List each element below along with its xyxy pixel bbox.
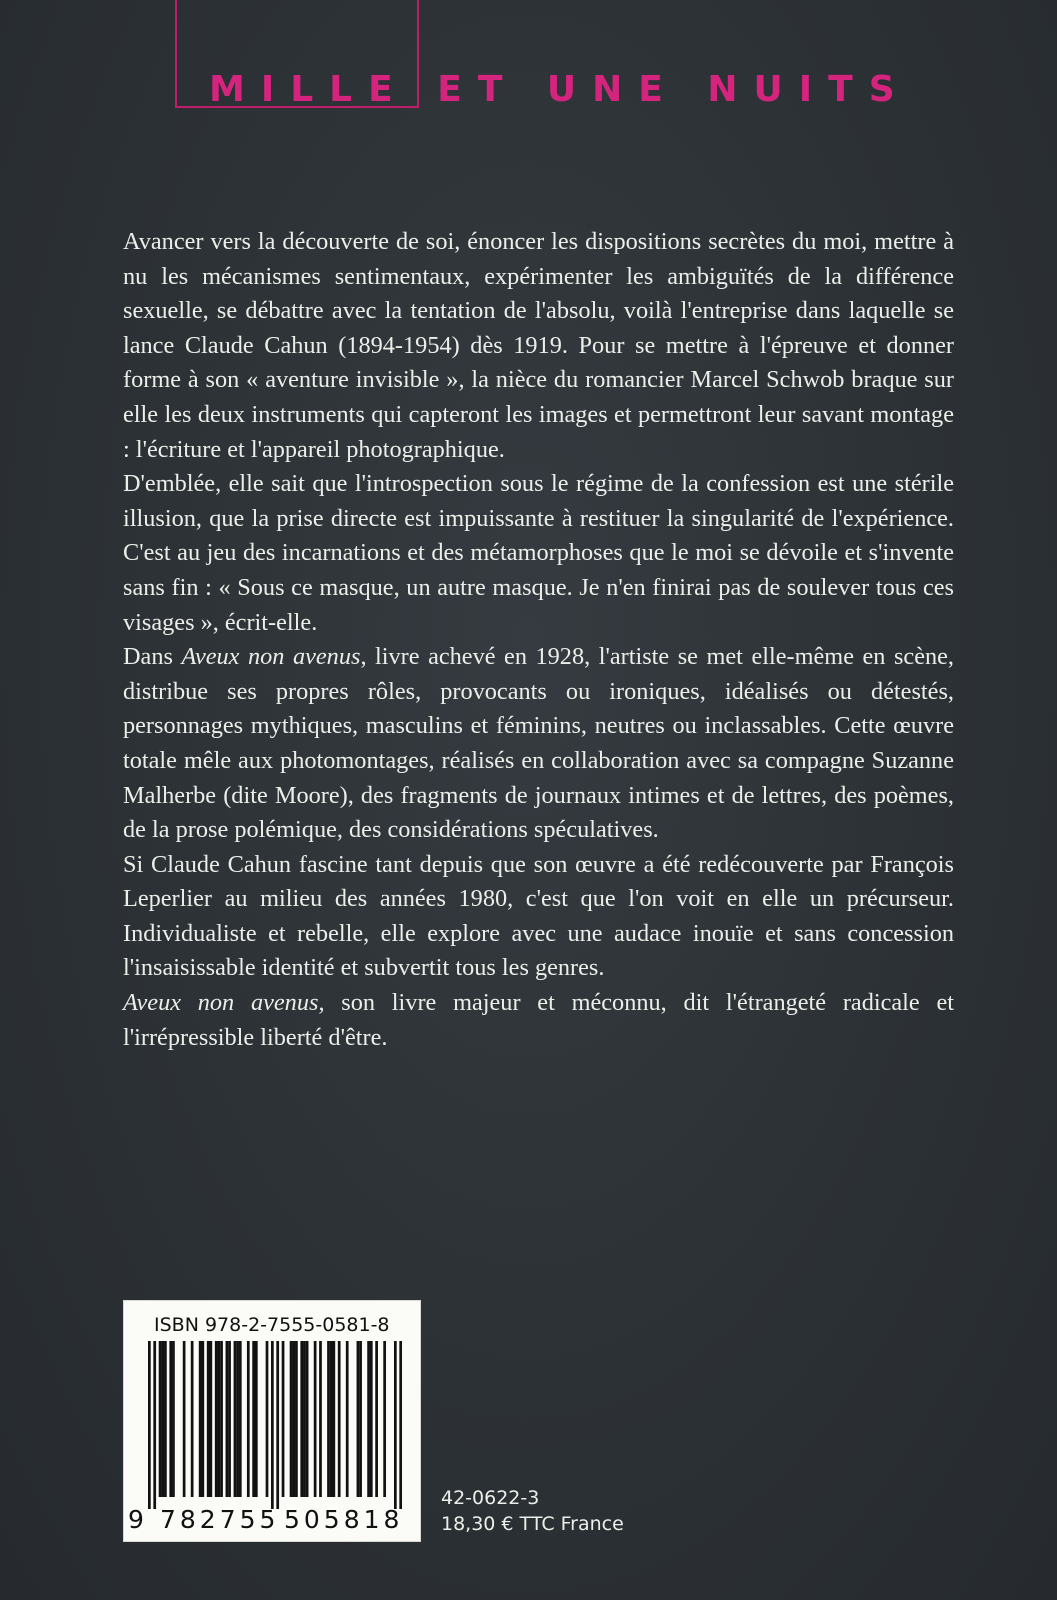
barcode-bar <box>330 1341 333 1497</box>
blurb <box>123 225 954 1055</box>
barcode-bar <box>252 1341 255 1497</box>
barcode-bar <box>191 1341 194 1497</box>
barcode-bar <box>148 1341 151 1509</box>
barcode-bar <box>367 1341 370 1497</box>
barcode-bar <box>271 1341 274 1509</box>
barcode-bar <box>161 1341 164 1497</box>
barcode-bar <box>183 1341 186 1497</box>
barcode-bar <box>239 1341 242 1497</box>
barcode-bar <box>153 1341 156 1509</box>
barcode-bar <box>399 1341 402 1509</box>
blurb-paragraph-2: D'emblée, elle sait que l'introspection sous le régime de la confession est une stérile illusion, que la prise directe est impuissante à restituer la singularité de l'expérience. C'est au jeu des incarnations et des métamorphoses que le moi se dévoile et s'invente sans fin : « Sous ce masque, un autre masque. Je n'en finirai pas de soulever tous ces visages », écrit-elle. <box>123 470 954 636</box>
barcode-bar <box>327 1341 330 1497</box>
barcode-bar <box>292 1341 295 1497</box>
barcode-bar <box>228 1341 231 1497</box>
barcode-bar <box>172 1341 175 1497</box>
barcode-bar <box>220 1341 223 1497</box>
barcode-bars <box>148 1341 402 1509</box>
paragraph-body: son livre majeur et méconnu, dit l'étrangeté radicale et l'irrépressible liberté d'être. <box>123 989 954 1051</box>
barcode-bar <box>319 1341 322 1497</box>
price: 18,30 € TTC France <box>441 1513 624 1535</box>
barcode-bar <box>300 1341 303 1497</box>
barcode-bar <box>215 1341 218 1497</box>
barcode-bar <box>236 1341 239 1497</box>
series-title: MILLE ET UNE NUITS <box>209 69 911 110</box>
ean-digit-first: 9 <box>128 1505 148 1534</box>
blurb-paragraph-1: Avancer vers la découverte de soi, énoncer les dispositions secrètes du moi, mettre à nu les mécanismes sentimentaux, expérimenter les ambiguïtés de la différence sexuelle, se débattre avec la tentation de l'absolu, voilà l'entreprise dans laquelle se lance Claude Cahun (1894-1954) dès 1919. Pour se mettre à l'épreuve et donner forme à son « aventure invisible », la nièce du romancier Marcel Schwob braque sur elle les deux instruments qui capteront les images et permettront leur savant montage : l'écriture et l'appareil photographique. <box>123 228 954 463</box>
barcode-bar <box>357 1341 360 1497</box>
barcode-bar <box>266 1341 269 1497</box>
barcode-bar <box>290 1341 293 1497</box>
barcode-bar <box>359 1341 362 1497</box>
isbn-label: ISBN 978-2-7555-0581-8 <box>154 1314 390 1336</box>
barcode-bar <box>370 1341 373 1497</box>
barcode-bar <box>338 1341 341 1497</box>
barcode-bar <box>226 1341 229 1497</box>
barcode-block <box>123 1300 421 1542</box>
barcode-bar <box>332 1341 335 1497</box>
book-title-italic: Aveux non avenus, <box>123 989 325 1017</box>
ean-digits-left: 782755 <box>160 1505 280 1534</box>
barcode-bar <box>383 1341 386 1497</box>
barcode-bar <box>282 1341 285 1497</box>
barcode-bar <box>247 1341 250 1497</box>
barcode-bar <box>303 1341 306 1497</box>
paragraph-lead: Dans <box>123 643 182 671</box>
barcode-bar <box>375 1341 378 1497</box>
book-title-italic: Aveux non avenus <box>181 643 361 671</box>
barcode-bar <box>164 1341 167 1497</box>
barcode-bar <box>295 1341 298 1497</box>
barcode-bar <box>346 1341 349 1497</box>
publisher-code: 42-0622-3 <box>441 1487 540 1509</box>
barcode-bar <box>218 1341 221 1497</box>
barcode-bar <box>201 1341 204 1497</box>
ean-digits <box>124 1504 420 1536</box>
barcode-bar <box>159 1341 162 1497</box>
blurb-paragraph-3 <box>123 640 954 848</box>
barcode-bar <box>209 1341 212 1497</box>
barcode-bar <box>234 1341 237 1497</box>
barcode-bar <box>306 1341 309 1497</box>
barcode-bar <box>207 1341 210 1497</box>
barcode-bar <box>276 1341 279 1509</box>
ean-digits-right: 505818 <box>284 1505 404 1534</box>
blurb-paragraph-5 <box>123 986 954 1055</box>
paragraph-body: , livre achevé en 1928, l'artiste se met elle-même en scène, distribue ses propres rôles, provocants ou ironiques, idéalisés ou détestés, personnages mythiques, masculins et féminins, neutres ou inclassables. Cette œuvre totale mêle aux photomontages, réalisés en collaboration avec sa compagne Suzanne Malherbe (dite Moore), des fragments de journaux intimes et de lettres, des poèmes, de la prose polémique, des considérations spéculatives. <box>123 643 954 844</box>
barcode-bar <box>199 1341 202 1497</box>
barcode-bar <box>314 1341 317 1497</box>
barcode-bar <box>394 1341 397 1509</box>
barcode-bar <box>255 1341 258 1497</box>
blurb-paragraph-4: Si Claude Cahun fascine tant depuis que son œuvre a été redécouverte par François Leperlier au milieu des années 1980, c'est que l'on voit en elle un précurseur. Individualiste et rebelle, elle explore avec une audace inouïe et sans concession l'insaisissable identité et subvertit tous les genres. <box>123 850 954 982</box>
barcode-bar <box>169 1341 172 1497</box>
